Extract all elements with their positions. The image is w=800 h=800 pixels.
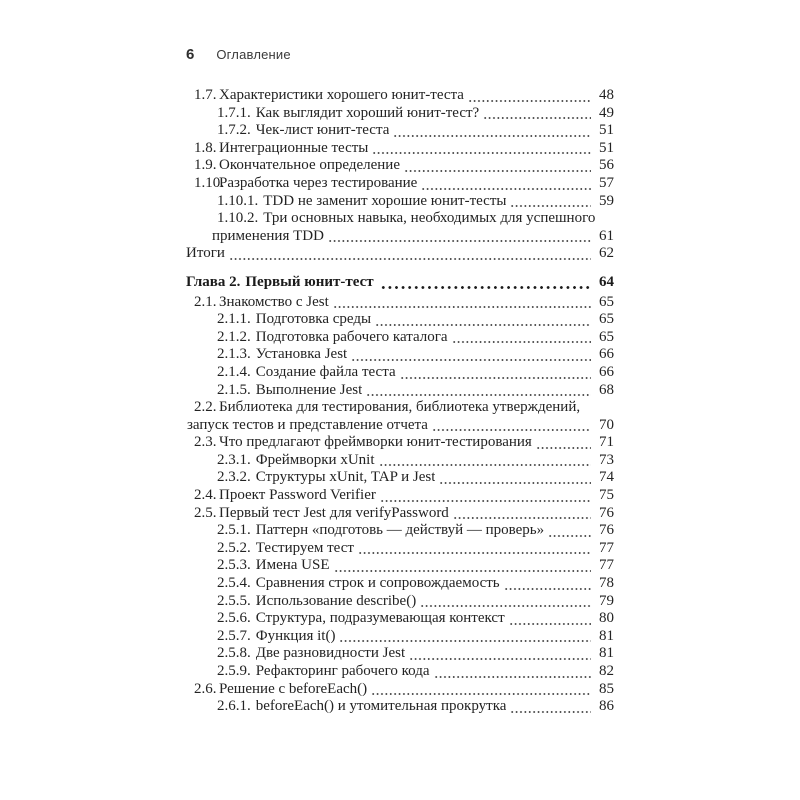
toc-entry-number: 2.6.1. [217,698,251,715]
toc-entry-title: Три основных навыка, необходимых для успешного [263,210,596,227]
dot-leader [333,305,591,309]
dot-leader [420,604,591,608]
dot-leader [366,393,591,397]
toc-entry-page: 71 [599,434,614,451]
toc-entry-number: 2.1. [194,293,217,310]
dot-leader [452,340,591,344]
toc-entry-page: 80 [599,610,614,627]
toc-entry-page: 70 [599,416,614,433]
toc-chapter-row [186,274,614,292]
toc-entry-number: 1.9. [194,157,217,174]
toc-entry-title: Как выглядит хороший юнит-тест? [255,104,480,121]
toc-entry-title: Две разновидности Jest [255,645,406,662]
toc-entry-row [186,122,614,140]
toc-entry-number: 2.4. [194,487,217,504]
toc-entry-title: Рефакторинг рабочего кода [255,663,430,679]
toc-entry-page: 57 [599,174,614,191]
dot-leader [351,358,591,362]
toc-entry-title: Использование describe() [255,592,417,609]
toc-entry-number: 2.5.3. [217,557,251,574]
toc-entry-row [186,610,614,628]
toc-entry-page: 76 [599,522,614,539]
toc-entry-page: 79 [599,592,614,609]
toc-entry-title: Первый тест Jest для verifyPassword [219,504,449,521]
dot-leader [393,134,591,138]
toc-entry-number: 1.7. [194,87,217,103]
toc-entry-number: 2.1.2. [217,328,251,345]
toc-entry-title: Знакомство с Jest [219,293,329,310]
dot-leader [453,516,591,520]
toc-entry-page: 49 [599,104,614,121]
toc-entry-number: 2.5.7. [217,627,251,644]
dot-leader [380,285,591,290]
toc-entry-page: 61 [599,227,614,244]
toc-entry-number: 2.1.1. [217,311,251,328]
toc-entry-row [186,487,614,505]
toc-entry-number: 1.7.2. [217,122,251,139]
toc-entry-title: beforeEach() и утомительная прокрутка [255,698,507,715]
dot-leader [404,169,591,173]
toc-entry-row [186,346,614,364]
toc-entry-page: 65 [599,311,614,328]
toc-entry-number: 2.5.5. [217,592,251,609]
toc-entry-page: 65 [599,328,614,345]
toc-entry-row [186,452,614,470]
toc-entry-page: 66 [599,363,614,380]
dot-leader [372,151,591,155]
toc-entry-number: 2.6. [194,680,217,697]
toc-entry-title: Первый юнит-тест [245,273,374,290]
dot-leader [468,99,591,103]
toc-entry-row [186,575,614,593]
toc-entry-number: 2.1.5. [217,381,251,398]
toc-entry-page: 75 [599,487,614,504]
toc-entry-title: Паттерн «подготовь — действуй — проверь» [255,522,545,539]
dot-leader [334,569,591,573]
toc-entry-row [186,210,614,228]
toc-entry-row [186,628,614,646]
toc-entry-row [186,329,614,347]
toc-entry-number: 2.5.6. [217,610,251,627]
toc-entry-title: Подготовка рабочего каталога [255,328,448,345]
toc-entry-page: 68 [599,381,614,398]
toc-entry-title: Итоги [186,245,225,262]
toc-entry-title: Установка Jest [255,346,348,363]
toc-entry-title: Создание файла теста [255,363,396,380]
toc-entry-page: 66 [599,346,614,363]
dot-leader [536,446,591,450]
toc-entry-number: 1.10.2. [217,210,259,227]
toc-entry-title: Решение с beforeEach() [219,680,368,697]
toc-entry-number: 2.1.3. [217,346,251,363]
toc-entry-title: Проект Password Verifier [219,487,376,504]
toc-entry-page: 76 [599,504,614,521]
toc-entry-title: TDD не заменит хорошие юнит-тесты [263,192,507,209]
toc-entry-title: Структуры xUnit, TAP и Jest [255,469,436,486]
book-page [186,47,614,716]
toc-entry-row [186,645,614,663]
dot-leader [328,239,591,243]
toc-entry-page: 85 [599,680,614,697]
toc-entry-row [186,87,614,105]
dot-leader [509,622,591,626]
toc-entry-number: 1.7.1. [217,104,251,121]
toc-entry-title-continuation: запуск тестов и представление отчета [187,416,428,433]
toc-entry-number: 2.5.8. [217,645,251,662]
toc-entry-title: Библиотека для тестирования, библиотека утверждений, [219,399,581,416]
toc-entry-title: Структура, подразумевающая контекст [255,610,505,627]
toc-entry-number: 2.5. [194,504,217,521]
dot-leader [510,710,591,714]
toc-entry-row [186,140,614,158]
dot-leader [379,463,592,467]
toc-entry-row [186,681,614,699]
dot-leader [432,428,591,432]
dot-leader [434,675,591,679]
dot-leader [439,481,591,485]
toc-entry-row [186,663,614,681]
toc-entry-number: 2.3.2. [217,469,251,486]
toc-entry-row [186,311,614,329]
toc-entry-title: Чек-лист юнит-теста [255,122,390,139]
table-of-contents [186,87,614,716]
toc-entry-page: 78 [599,575,614,592]
dot-leader [339,639,591,643]
dot-leader [380,499,591,503]
toc-entry-number: 2.5.1. [217,522,251,539]
dot-leader [400,376,591,380]
running-head [186,47,614,63]
toc-entry-number: 2.3. [194,434,217,451]
toc-entry-row [186,175,614,193]
toc-entry-row [186,382,614,400]
toc-entry-row [186,557,614,575]
toc-entry-page: 59 [599,192,614,209]
toc-entry-continuation-row [186,228,614,246]
toc-entry-page: 62 [599,245,614,262]
dot-leader [504,587,591,591]
toc-entry-title: Характеристики хорошего юнит-теста [219,87,464,103]
toc-entry-page: 51 [599,122,614,139]
dot-leader [229,257,591,261]
dot-leader [371,692,591,696]
toc-entry-title: Фреймворки xUnit [255,451,375,468]
toc-entry-row [186,522,614,540]
toc-entry-number: 1.10. [194,174,224,191]
toc-entry-row [186,364,614,382]
toc-entry-number: 2.5.2. [217,539,251,556]
dot-leader [483,116,591,120]
toc-entry-number: 2.1.4. [217,363,251,380]
dot-leader [421,187,591,191]
dot-leader [548,534,591,538]
toc-entry-row [186,505,614,523]
dot-leader [409,657,591,661]
toc-entry-title: Окончательное определение [219,157,400,174]
toc-entry-number: 2.2. [194,399,217,416]
toc-entry-title: Разработка через тестирование [219,174,418,191]
toc-entry-page: 77 [599,557,614,574]
dot-leader [375,323,591,327]
toc-entry-number: Глава 2. [186,273,241,290]
toc-entry-row [186,294,614,312]
toc-entry-row [186,540,614,558]
dot-leader [358,551,591,555]
toc-entry-title: Интеграционные тесты [219,139,369,156]
toc-entry-row [186,434,614,452]
toc-entry-page: 74 [599,469,614,486]
toc-entry-row [186,698,614,716]
toc-entry-page: 81 [599,645,614,662]
toc-entry-page: 73 [599,451,614,468]
dot-leader [510,204,591,208]
toc-entry-row [186,157,614,175]
toc-entry-title: Выполнение Jest [255,381,363,398]
toc-entry-page: 56 [599,157,614,174]
toc-entry-number: 1.8. [194,139,217,156]
toc-entry-page: 65 [599,293,614,310]
toc-entry-row [186,469,614,487]
toc-entry-number: 2.3.1. [217,451,251,468]
toc-entry-row [186,399,614,417]
toc-entry-number: 2.5.4. [217,575,251,592]
toc-entry-page: 81 [599,627,614,644]
running-head-title: Оглавление [216,47,291,62]
toc-entry-title: Сравнения строк и сопровождаемость [255,575,500,592]
toc-entry-number: 2.5.9. [217,663,251,679]
toc-entry-title: Что предлагают фреймворки юнит-тестирования [219,434,532,451]
toc-entry-row [186,593,614,611]
page-number: 6 [186,46,195,63]
toc-entry-page: 82 [599,663,614,679]
toc-entry-continuation-row [186,417,614,435]
toc-entry-page: 64 [599,273,614,290]
toc-entry-row [186,245,614,263]
toc-entry-row [186,105,614,123]
toc-entry-title: Подготовка среды [255,311,372,328]
toc-entry-page: 77 [599,539,614,556]
toc-entry-row [186,193,614,211]
toc-entry-page: 86 [599,698,614,715]
toc-entry-title: Функция it() [255,627,336,644]
toc-entry-number: 1.10.1. [217,192,259,209]
toc-entry-title: Имена USE [255,557,330,574]
toc-entry-title: Тестируем тест [255,539,354,556]
toc-entry-title-continuation: применения TDD [212,227,324,244]
toc-entry-page: 48 [599,87,614,103]
toc-entry-page: 51 [599,139,614,156]
